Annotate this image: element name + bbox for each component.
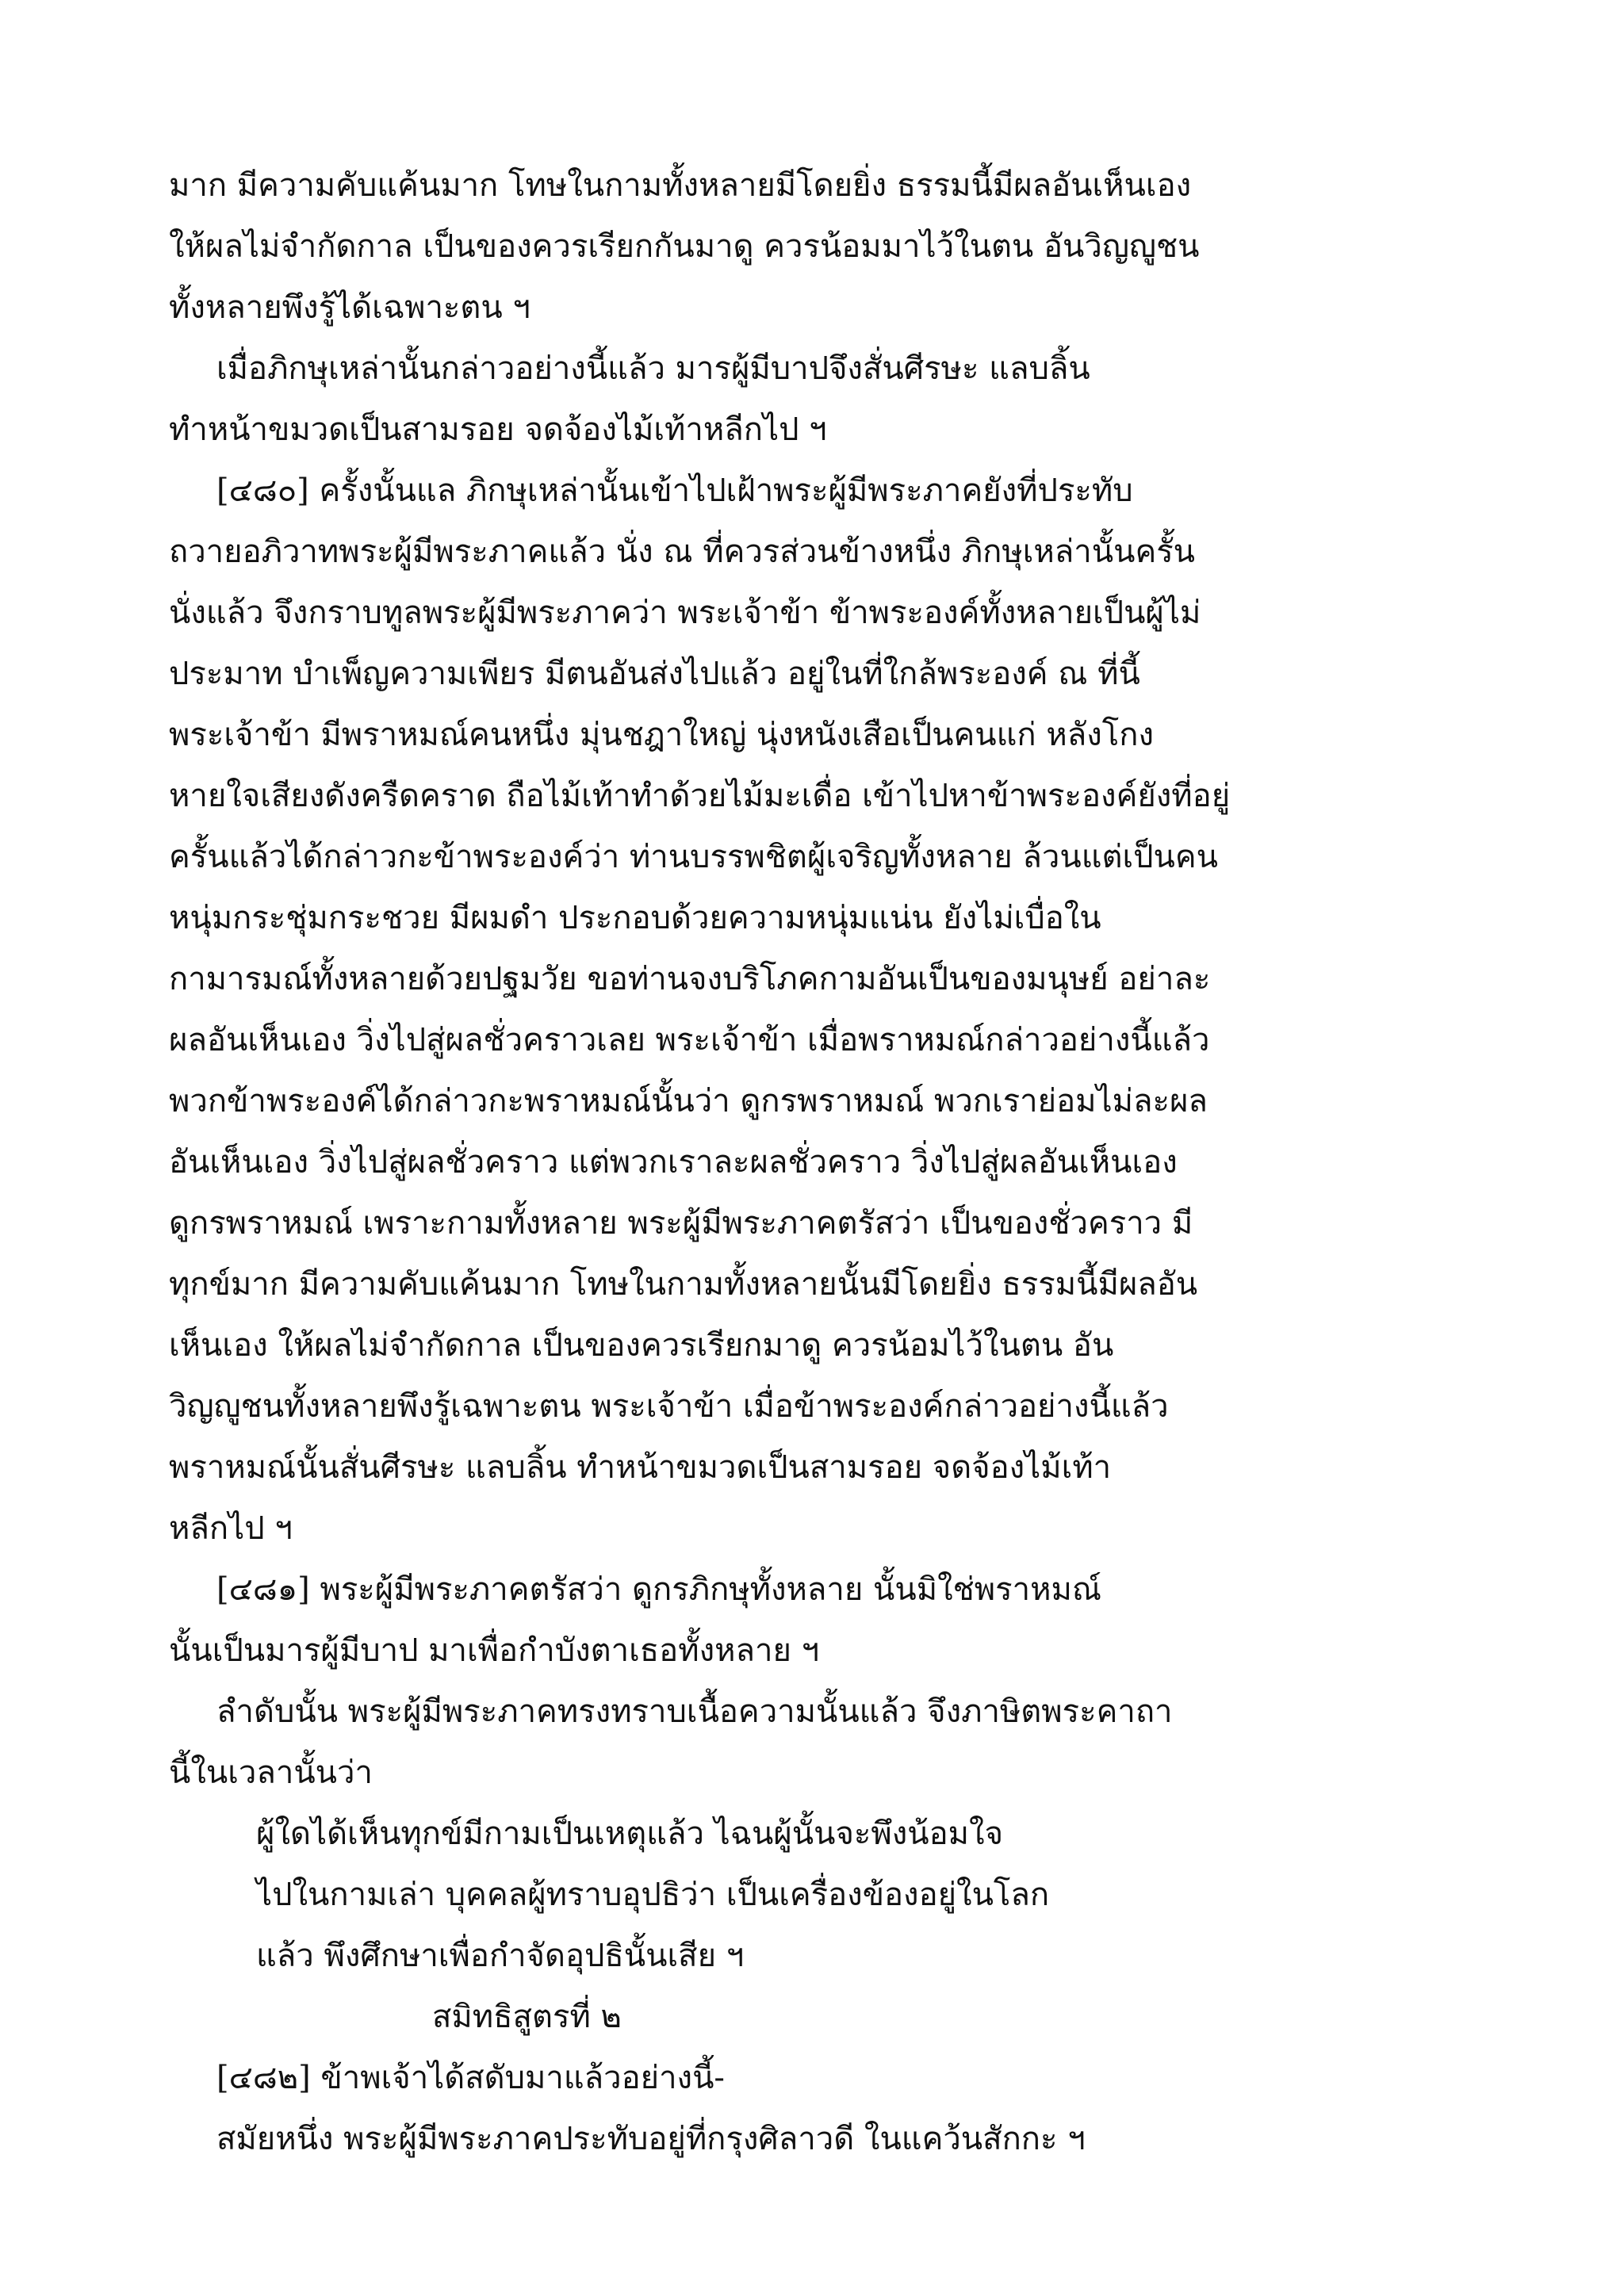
text-line: พราหมณ์นั้นสั่นศีรษะ แลบลิ้น ทำหน้าขมวดเป็นสามรอย จดจ้องไม้เท้า bbox=[169, 1449, 1112, 1486]
text-line: นี้ในเวลานั้นว่า bbox=[169, 1755, 373, 1791]
text-line: ทั้งหลายพึงรู้ได้เฉพาะตน ฯ bbox=[169, 289, 530, 326]
text-line: ทุกข์มาก มีความคับแค้นมาก โทษในกามทั้งหลายนั้นมีโดยยิ่ง ธรรมนี้มีผลอัน bbox=[169, 1266, 1198, 1303]
text-line: เห็นเอง ให้ผลไม่จำกัดกาล เป็นของควรเรียกมาดู ควรน้อมไว้ในตน อัน bbox=[169, 1327, 1114, 1364]
text-line: นั่งแล้ว จึงกราบทูลพระผู้มีพระภาคว่า พระเจ้าข้า ข้าพระองค์ทั้งหลายเป็นผู้ไม่ bbox=[169, 595, 1201, 631]
text-line: ผลอันเห็นเอง วิ่งไปสู่ผลชั่วคราวเลย พระเจ้าข้า เมื่อพราหมณ์กล่าวอย่างนี้แล้ว bbox=[169, 1022, 1210, 1058]
text-line: ให้ผลไม่จำกัดกาล เป็นของควรเรียกกันมาดู ควรน้อมมาไว้ในตน อันวิญญูชน bbox=[169, 228, 1200, 265]
text-line: วิญญูชนทั้งหลายพึงรู้เฉพาะตน พระเจ้าข้า เมื่อข้าพระองค์กล่าวอย่างนี้แล้ว bbox=[169, 1388, 1169, 1425]
text-line: หนุ่มกระชุ่มกระชวย มีผมดำ ประกอบด้วยความหนุ่มแน่น ยังไม่เบื่อใน bbox=[169, 900, 1101, 936]
text-line: อันเห็นเอง วิ่งไปสู่ผลชั่วคราว แต่พวกเราละผลชั่วคราว วิ่งไปสู่ผลอันเห็นเอง bbox=[169, 1144, 1178, 1181]
verse-line: ผู้ใดได้เห็นทุกข์มีกามเป็นเหตุแล้ว ไฉนผู้นั้นจะพึงน้อมใจ bbox=[256, 1816, 1004, 1852]
text-line: หลีกไป ฯ bbox=[169, 1510, 293, 1547]
text-line: พระเจ้าข้า มีพราหมณ์คนหนึ่ง มุ่นชฎาใหญ่ นุ่งหนังเสือเป็นคนแก่ หลังโกง bbox=[169, 717, 1154, 753]
paragraph-number-line: [๔๘๑] พระผู้มีพระภาคตรัสว่า ดูกรภิกษุทั้งหลาย นั้นมิใช่พราหมณ์ bbox=[216, 1571, 1101, 1608]
verse-line: ไปในกามเล่า บุคคลผู้ทราบอุปธิว่า เป็นเครื่องข้องอยู่ในโลก bbox=[256, 1877, 1050, 1913]
text-line: ทำหน้าขมวดเป็นสามรอย จดจ้องไม้เท้าหลีกไป ฯ bbox=[169, 411, 827, 448]
sutta-title: สมิทธิสูตรที่ ๒ bbox=[432, 1999, 622, 2035]
text-line: ดูกรพราหมณ์ เพราะกามทั้งหลาย พระผู้มีพระภาคตรัสว่า เป็นของชั่วคราว มี bbox=[169, 1205, 1193, 1242]
text-line: พวกข้าพระองค์ได้กล่าวกะพราหมณ์นั้นว่า ดูกรพราหมณ์ พวกเราย่อมไม่ละผล bbox=[169, 1083, 1208, 1119]
paragraph-number-line: [๔๘๐] ครั้งนั้นแล ภิกษุเหล่านั้นเข้าไปเฝ้าพระผู้มีพระภาคยังที่ประทับ bbox=[216, 473, 1133, 509]
text-line: เมื่อภิกษุเหล่านั้นกล่าวอย่างนี้แล้ว มารผู้มีบาปจึงสั่นศีรษะ แลบลิ้น bbox=[216, 350, 1090, 387]
text-line: ลำดับนั้น พระผู้มีพระภาคทรงทราบเนื้อความนั้นแล้ว จึงภาษิตพระคาถา bbox=[216, 1693, 1173, 1730]
text-line: นั้นเป็นมารผู้มีบาป มาเพื่อกำบังตาเธอทั้งหลาย ฯ bbox=[169, 1632, 820, 1669]
text-line: มาก มีความคับแค้นมาก โทษในกามทั้งหลายมีโดยยิ่ง ธรรมนี้มีผลอันเห็นเอง bbox=[169, 167, 1192, 204]
text-line: ถวายอภิวาทพระผู้มีพระภาคแล้ว นั่ง ณ ที่ควรส่วนข้างหนึ่ง ภิกษุเหล่านั้นครั้น bbox=[169, 534, 1196, 570]
text-line: ประมาท บำเพ็ญความเพียร มีตนอันส่งไปแล้ว อยู่ในที่ใกล้พระองค์ ณ ที่นี้ bbox=[169, 656, 1140, 692]
text-line: สมัยหนึ่ง พระผู้มีพระภาคประทับอยู่ที่กรุงศิลาวดี ในแคว้นสักกะ ฯ bbox=[216, 2121, 1086, 2157]
verse-line: แล้ว พึงศึกษาเพื่อกำจัดอุปธินั้นเสีย ฯ bbox=[256, 1938, 745, 1974]
paragraph-number-line: [๔๘๒] ข้าพเจ้าได้สดับมาแล้วอย่างนี้- bbox=[216, 2060, 725, 2096]
text-line: หายใจเสียงดังครืดคราด ถือไม้เท้าทำด้วยไม้มะเดื่อ เข้าไปหาข้าพระองค์ยังที่อยู่ bbox=[169, 778, 1231, 814]
text-line: กามารมณ์ทั้งหลายด้วยปฐมวัย ขอท่านจงบริโภคกามอันเป็นของมนุษย์ อย่าละ bbox=[169, 961, 1211, 997]
text-line: ครั้นแล้วได้กล่าวกะข้าพระองค์ว่า ท่านบรรพชิตผู้เจริญทั้งหลาย ล้วนแต่เป็นคน bbox=[169, 839, 1218, 875]
